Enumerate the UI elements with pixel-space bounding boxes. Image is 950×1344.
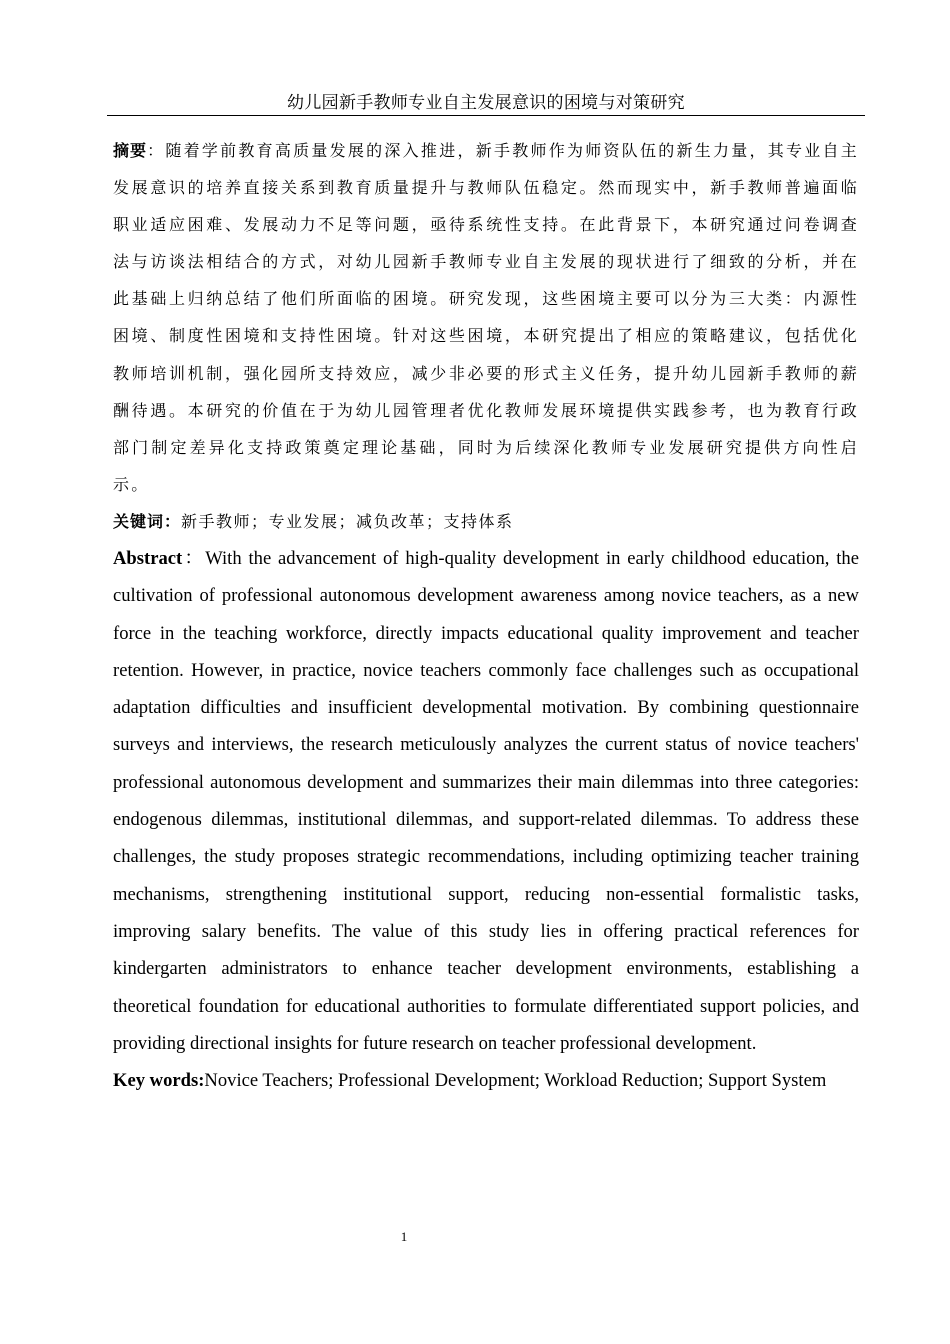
keywords-cn-paragraph — [113, 503, 859, 540]
abstract-en-label: Abstract — [113, 547, 183, 569]
abstract-content — [113, 132, 859, 1099]
abstract-cn-text: 随着学前教育高质量发展的深入推进，新手教师作为师资队伍的新生力量，其专业自主发展意识的培养直接关系到教育质量提升与教师队伍稳定。然而现实中，新手教师普遍面临职业适应困难、发展动力不足等问题，亟待系统性支持。在此背景下，本研究通过问卷调查法与访谈法相结合的方式，对幼儿园新手教师专业自主发展的现状进行了细致的分析，并在此基础上归纳总结了他们所面临的困境。研究发现，这些困境主要可以分为三大类：内源性困境、制度性困境和支持性困境。针对这些困境，本研究提出了相应的策略建议，包括优化教师培训机制，强化园所支持效应，减少非必要的形式主义任务，提升幼儿园新手教师的薪酬待遇。本研究的价值在于为幼儿园管理者优化教师发展环境提供实践参考，也为教育行政部门制定差异化支持政策奠定理论基础，同时为后续深化教师专业发展研究提供方向性启示。 — [113, 141, 859, 494]
page-number: 1 — [400, 1229, 408, 1244]
keywords-cn-label: 关键词 — [113, 511, 165, 531]
keywords-en-label: Key words: — [113, 1070, 205, 1092]
keywords-en-paragraph — [113, 1062, 859, 1099]
keywords-cn-text: 新手教师；专业发展；减负改革；支持体系 — [181, 511, 514, 531]
abstract-cn-paragraph — [113, 132, 859, 503]
header-rule — [107, 115, 865, 116]
running-header-title: 幼儿园新手教师专业自主发展意识的困境与对策研究 — [287, 93, 685, 113]
abstract-cn-label: 摘要 — [113, 141, 148, 160]
keywords-en-text: Novice Teachers; Professional Development; Workload Reduction; Support System — [204, 1070, 827, 1092]
abstract-cn-separator: ： — [147, 141, 166, 160]
abstract-en-paragraph — [113, 540, 859, 1062]
keywords-cn-separator: ： — [164, 511, 182, 531]
abstract-en-separator: ： — [182, 547, 206, 569]
abstract-en-text: With the advancement of high-quality development in early childhood education, the cultivation of professional autonomous development awareness among novice teachers, as a new force in the teaching workforce, directly impacts educational quality improvement and teacher retention. However, in practice, novice teachers commonly face challenges such as occupational adaptation difficulties and insufficient developmental motivation. By combining questionnaire surveys and interviews, the research meticulously analyzes the current status of novice teachers' professional autonomous development and summarizes their main dilemmas into three categories: endogenous dilemmas, institutional dilemmas, and support-related dilemmas. To address these challenges, the study proposes strategic recommendations, including optimizing teacher training mechanisms, strengthening institutional support, reducing non-essential formalistic tasks, improving salary benefits. The value of this study lies in offering practical references for kindergarten administrators to enhance teacher development environments, establishing a theoretical foundation for educational authorities to formulate differentiated support policies, and providing directional insights for future research on teacher professional development. — [113, 547, 859, 1054]
